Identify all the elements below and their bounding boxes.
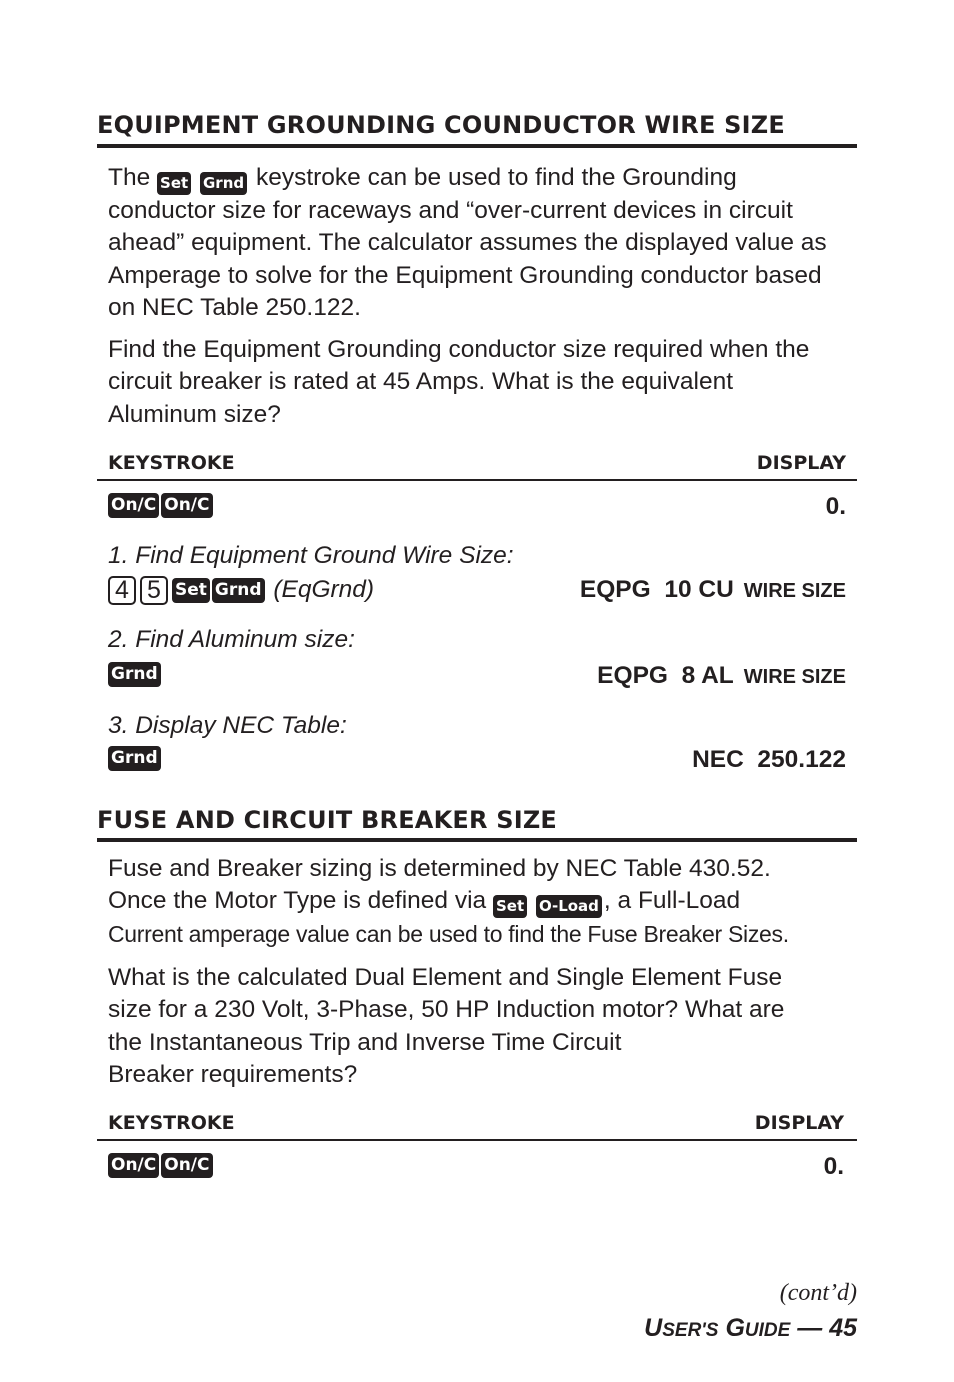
number-4-key: 4 xyxy=(108,576,136,605)
page-number: — 45 xyxy=(790,1314,857,1342)
intro-line: conductor size for raceways and “over-current devices in circuit xyxy=(108,197,793,224)
clear-display: 0. xyxy=(825,493,846,520)
section-title-grounding: EQUIPMENT GROUNDING COUNDUCTOR WIRE SIZE xyxy=(97,111,785,139)
step-1-note: (EqGrnd) xyxy=(273,576,375,603)
intro-line: Amperage to solve for the Equipment Grounding conductor based xyxy=(108,261,822,289)
question-line: Aluminum size? xyxy=(108,400,281,428)
step-2-keystrokes xyxy=(108,662,163,687)
step-3-keystrokes xyxy=(108,746,163,771)
question-line: What is the calculated Dual Element and Single Element Fuse xyxy=(108,964,783,991)
step-1-keystrokes xyxy=(108,576,374,605)
intro-line: The Set Grnd keystroke can be used to find the Grounding xyxy=(108,162,827,195)
intro-line: ahead” equipment. The calculator assumes the displayed value as xyxy=(108,229,827,257)
keystroke-header: KEYSTROKE xyxy=(108,1112,235,1134)
section-rule xyxy=(97,144,857,148)
section-title-fuse: FUSE AND CIRCUIT BREAKER SIZE xyxy=(97,806,558,834)
set-key: Set xyxy=(493,895,527,918)
on-c-key: On/C xyxy=(108,1153,159,1178)
continued-note: (cont’d) xyxy=(779,1280,857,1306)
header-rule xyxy=(97,1139,857,1141)
step-3-label: 3. Display NEC Table: xyxy=(108,712,347,739)
o-load-key: O-Load xyxy=(536,895,602,918)
intro-line: on NEC Table 250.122. xyxy=(108,293,361,321)
section-rule xyxy=(97,838,857,842)
set-key: Set xyxy=(157,172,191,195)
question-line: size for a 230 Volt, 3-Phase, 50 HP Induction motor? What are xyxy=(108,996,785,1024)
question-line: circuit breaker is rated at 45 Amps. What is the equivalent xyxy=(108,368,734,396)
display-header: DISPLAY xyxy=(756,452,846,474)
set-key: Set xyxy=(172,578,210,603)
question-line: the Instantaneous Trip and Inverse Time Circuit xyxy=(108,1028,622,1056)
step-2-display: EQPG 8 AL WIRE SIZE xyxy=(597,662,846,689)
fuse-question-paragraph xyxy=(108,962,784,1091)
intro-line: Once the Motor Type is defined via Set O-Load , a Full-Load xyxy=(108,885,789,918)
keystroke-header: KEYSTROKE xyxy=(108,452,235,474)
clear-keystroke xyxy=(108,493,215,518)
on-c-key: On/C xyxy=(108,493,159,518)
on-c-key: On/C xyxy=(161,1153,212,1178)
question-line: Breaker requirements? xyxy=(108,1060,358,1088)
intro-line: Fuse and Breaker sizing is determined by NEC Table 430.52. xyxy=(108,855,771,882)
clear-display: 0. xyxy=(823,1153,844,1180)
grnd-key: Grnd xyxy=(200,172,247,195)
grnd-key: Grnd xyxy=(108,746,161,771)
number-5-key: 5 xyxy=(140,576,168,605)
intro-line: Current amperage value can be used to find the Fuse Breaker Sizes. xyxy=(108,921,789,948)
display-header: DISPLAY xyxy=(754,1112,844,1134)
step-3-display: NEC 250.122 xyxy=(692,746,846,773)
grnd-key: Grnd xyxy=(212,578,265,603)
page-footer: USER'S GUIDE — 45 xyxy=(644,1314,857,1342)
on-c-key: On/C xyxy=(161,493,212,518)
fuse-intro-paragraph xyxy=(108,853,789,951)
question-paragraph xyxy=(108,334,809,431)
grnd-key: Grnd xyxy=(108,662,161,687)
question-line: Find the Equipment Grounding conductor size required when the xyxy=(108,336,810,363)
intro-paragraph xyxy=(108,162,827,324)
header-rule xyxy=(97,479,857,481)
step-1-label: 1. Find Equipment Ground Wire Size: xyxy=(108,542,514,569)
clear-keystroke xyxy=(108,1153,215,1178)
step-2-label: 2. Find Aluminum size: xyxy=(108,626,355,653)
step-1-display: EQPG 10 CU WIRE SIZE xyxy=(579,576,846,603)
